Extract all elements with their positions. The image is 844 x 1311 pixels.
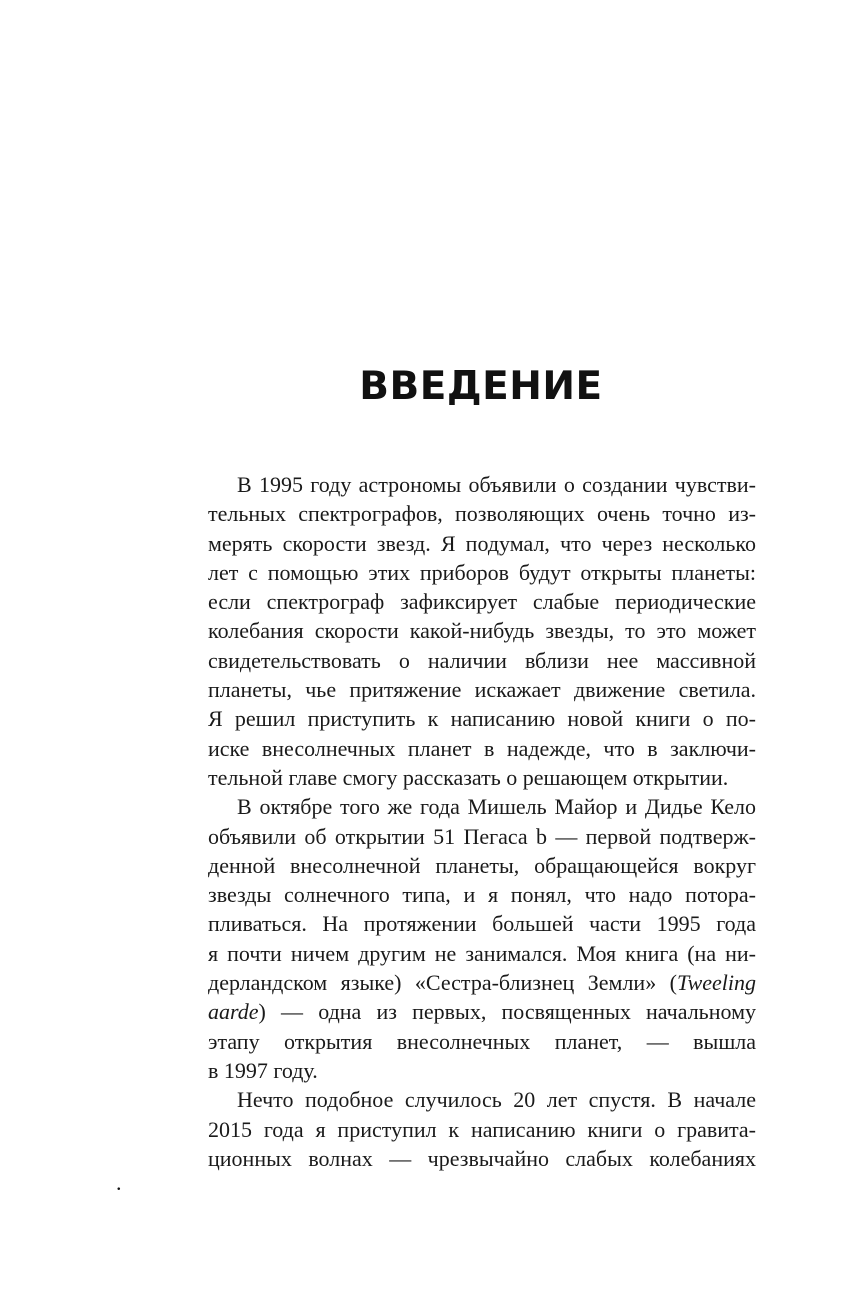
text-line: тельной главе смогу рассказать о решающем открытии.: [208, 764, 729, 790]
text-line: я почти ничем другим не занимался. Моя книга (на ни-: [208, 940, 756, 966]
text-line: звезды солнечного типа, и я понял, что надо потора-: [208, 882, 756, 908]
text-line: планеты, чье притяжение искажает движение светила.: [208, 677, 756, 703]
text-line: объявили об открытии 51 Пегаса b — первой подтверж-: [208, 823, 756, 849]
text-line: 2015 года я приступил к написанию книги о гравита-: [208, 1116, 756, 1142]
text-line: Нечто подобное случилось 20 лет спустя. В начале: [237, 1087, 756, 1113]
text-line: [208, 968, 756, 997]
text-line: В октябре того же года Мишель Майор и Дидье Кело: [237, 794, 756, 820]
book-title-italic: aarde: [208, 999, 259, 1025]
text-line: тельных спектрографов, позволяющих очень точно из-: [208, 501, 756, 527]
text-line: лет с помощью этих приборов будут открыты планеты:: [208, 559, 756, 585]
text-line: в 1997 году.: [208, 1057, 318, 1083]
text-segment: ) — одна из первых, посвященных начальному: [258, 999, 756, 1025]
chapter-title: ВВЕДЕНИЕ: [359, 364, 603, 409]
text-line: если спектрограф зафиксирует слабые периодические: [208, 589, 756, 615]
text-line: Я решил приступить к написанию новой книги о по-: [208, 706, 756, 732]
text-segment: дерландском языке) «Сестра-близнец Земли» (: [208, 970, 677, 996]
text-line: пливаться. На протяжении большей части 1995 года: [208, 911, 756, 937]
book-title-italic: Tweeling: [676, 970, 756, 996]
text-line: иске внесолнечных планет в надежде, что в заключи-: [208, 735, 756, 761]
body-text: [208, 470, 756, 1173]
text-line: ционных волнах — чрезвычайно слабых колебаниях: [208, 1145, 756, 1171]
text-line: этапу открытия внесолнечных планет, — вышла: [208, 1028, 756, 1054]
text-line: В 1995 году астрономы объявили о создании чувстви-: [237, 472, 756, 497]
text-line: мерять скорости звезд. Я подумал, что через несколько: [208, 530, 756, 556]
text-line: свидетельствовать о наличии вблизи нее массивной: [208, 647, 756, 673]
page-mark: .: [116, 1170, 122, 1195]
text-line: денной внесолнечной планеты, обращающейся вокруг: [208, 852, 756, 878]
text-line: [208, 997, 756, 1026]
text-line: колебания скорости какой-нибудь звезды, то это может: [208, 618, 756, 644]
